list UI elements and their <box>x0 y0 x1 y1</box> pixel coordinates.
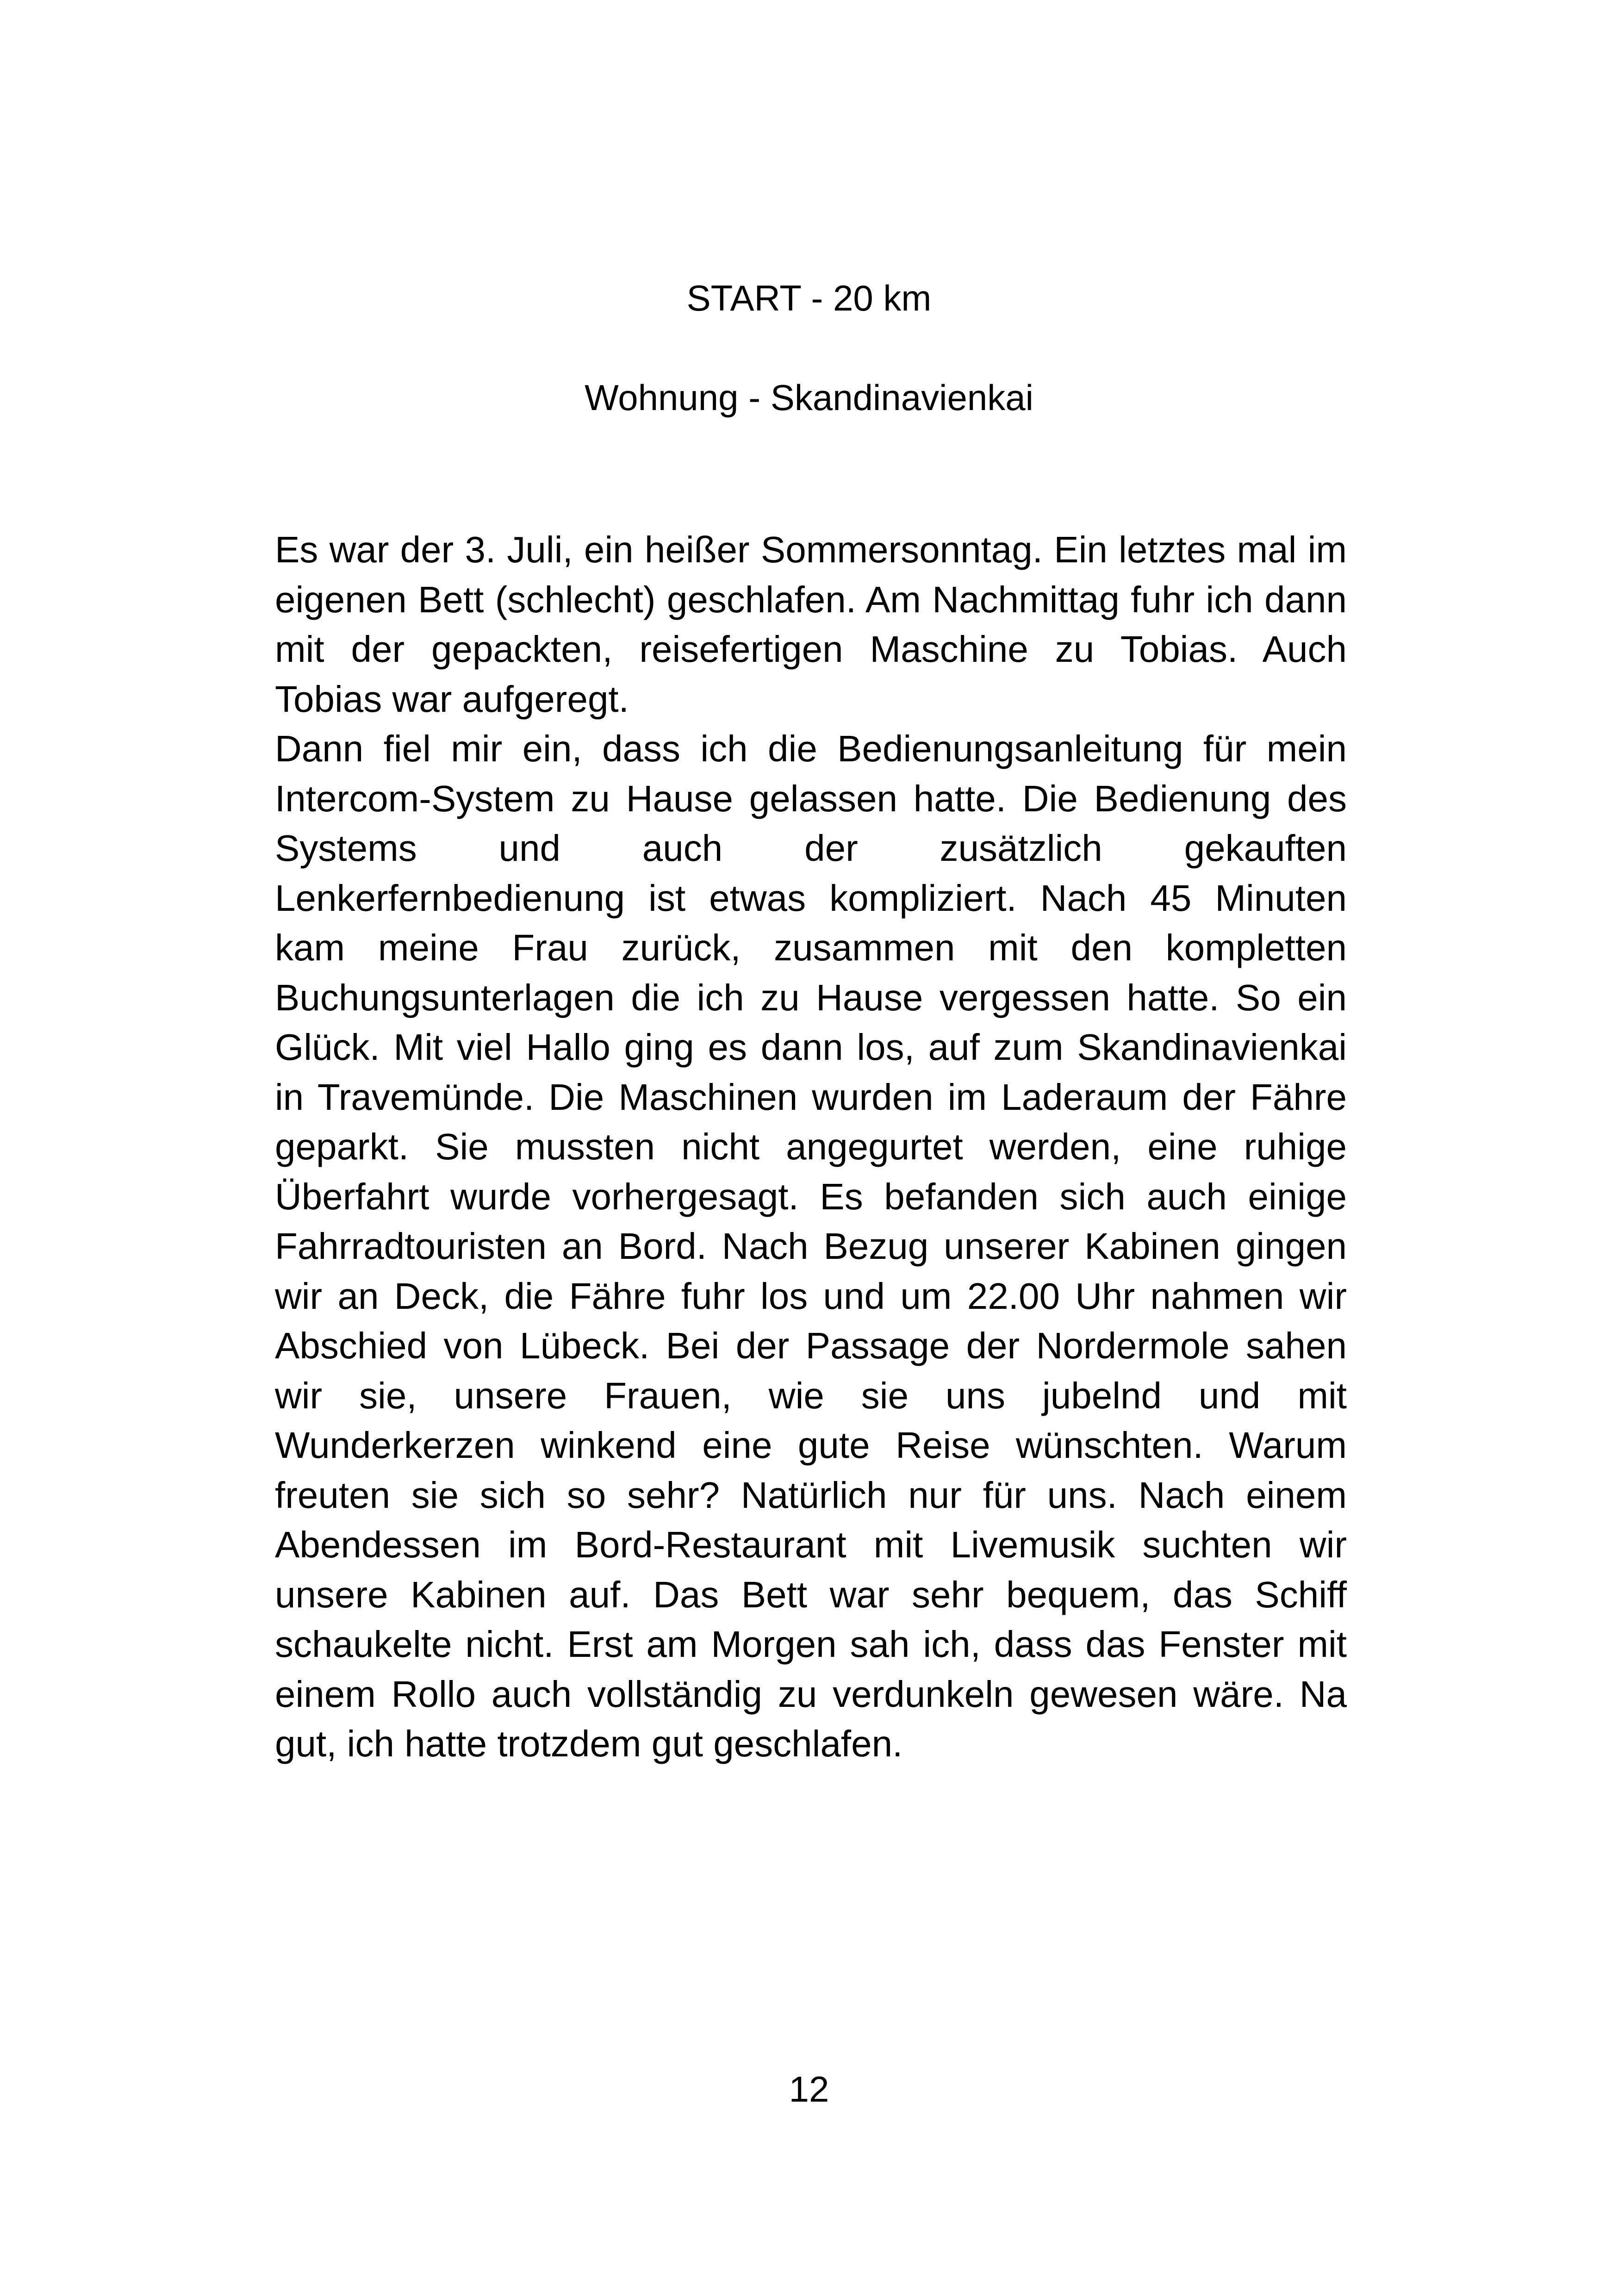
paragraph: Dann fiel mir ein, dass ich die Bedienungsanleitung für mein Intercom-System zu Hause gelassen hatte. Die Bedienung des Systems und auch der zusätzlich gekauften Lenkerfernbedienung ist etwas kompliziert. Nach 45 Minuten kam meine Frau zurück, zusammen mit den kompletten Buchungsunterlagen die ich zu Hause vergessen hatte. So ein Glück. Mit viel Hallo ging es dann los, auf zum Skandinavienkai in Travemünde. Die Maschinen wurden im Laderaum der Fähre geparkt. Sie mussten nicht angegurtet werden, eine ruhige Überfahrt wurde vorhergesagt. Es befanden sich auch einige Fahrradtouristen an Bord. Nach Bezug unserer Kabinen gingen wir an Deck, die Fähre fuhr los und um 22.00 Uhr nahmen wir Abschied von Lübeck. Bei der Passage der Nordermole sahen wir sie, unsere Frauen, wie sie uns jubelnd und mit Wunderkerzen winkend eine gute Reise wünschten. Warum freuten sie sich so sehr? Natürlich nur für uns. Nach einem Abendessen im Bord-Restaurant mit Livemusik suchten wir unsere Kabinen auf. Das Bett war sehr bequem, das Schiff schaukelte nicht. Erst am Morgen sah ich, dass das Fenster mit einem Rollo auch vollständig zu verdunkeln gewesen wäre. Na gut, ich hatte trotzdem gut geschlafen. <box>275 728 1347 1764</box>
body-text <box>275 525 1347 1769</box>
chapter-title: START - 20 km <box>686 278 932 318</box>
chapter-subtitle: Wohnung - Skandinavienkai <box>585 377 1033 418</box>
page-number: 12 <box>789 2069 829 2109</box>
paragraph: Es war der 3. Juli, ein heißer Sommersonntag. Ein letztes mal im eigenen Bett (schlecht) geschlafen. Am Nachmittag fuhr ich dann mit der gepackten, reisefertigen Maschine zu Tobias. Auch Tobias war aufgeregt. <box>275 529 1347 720</box>
